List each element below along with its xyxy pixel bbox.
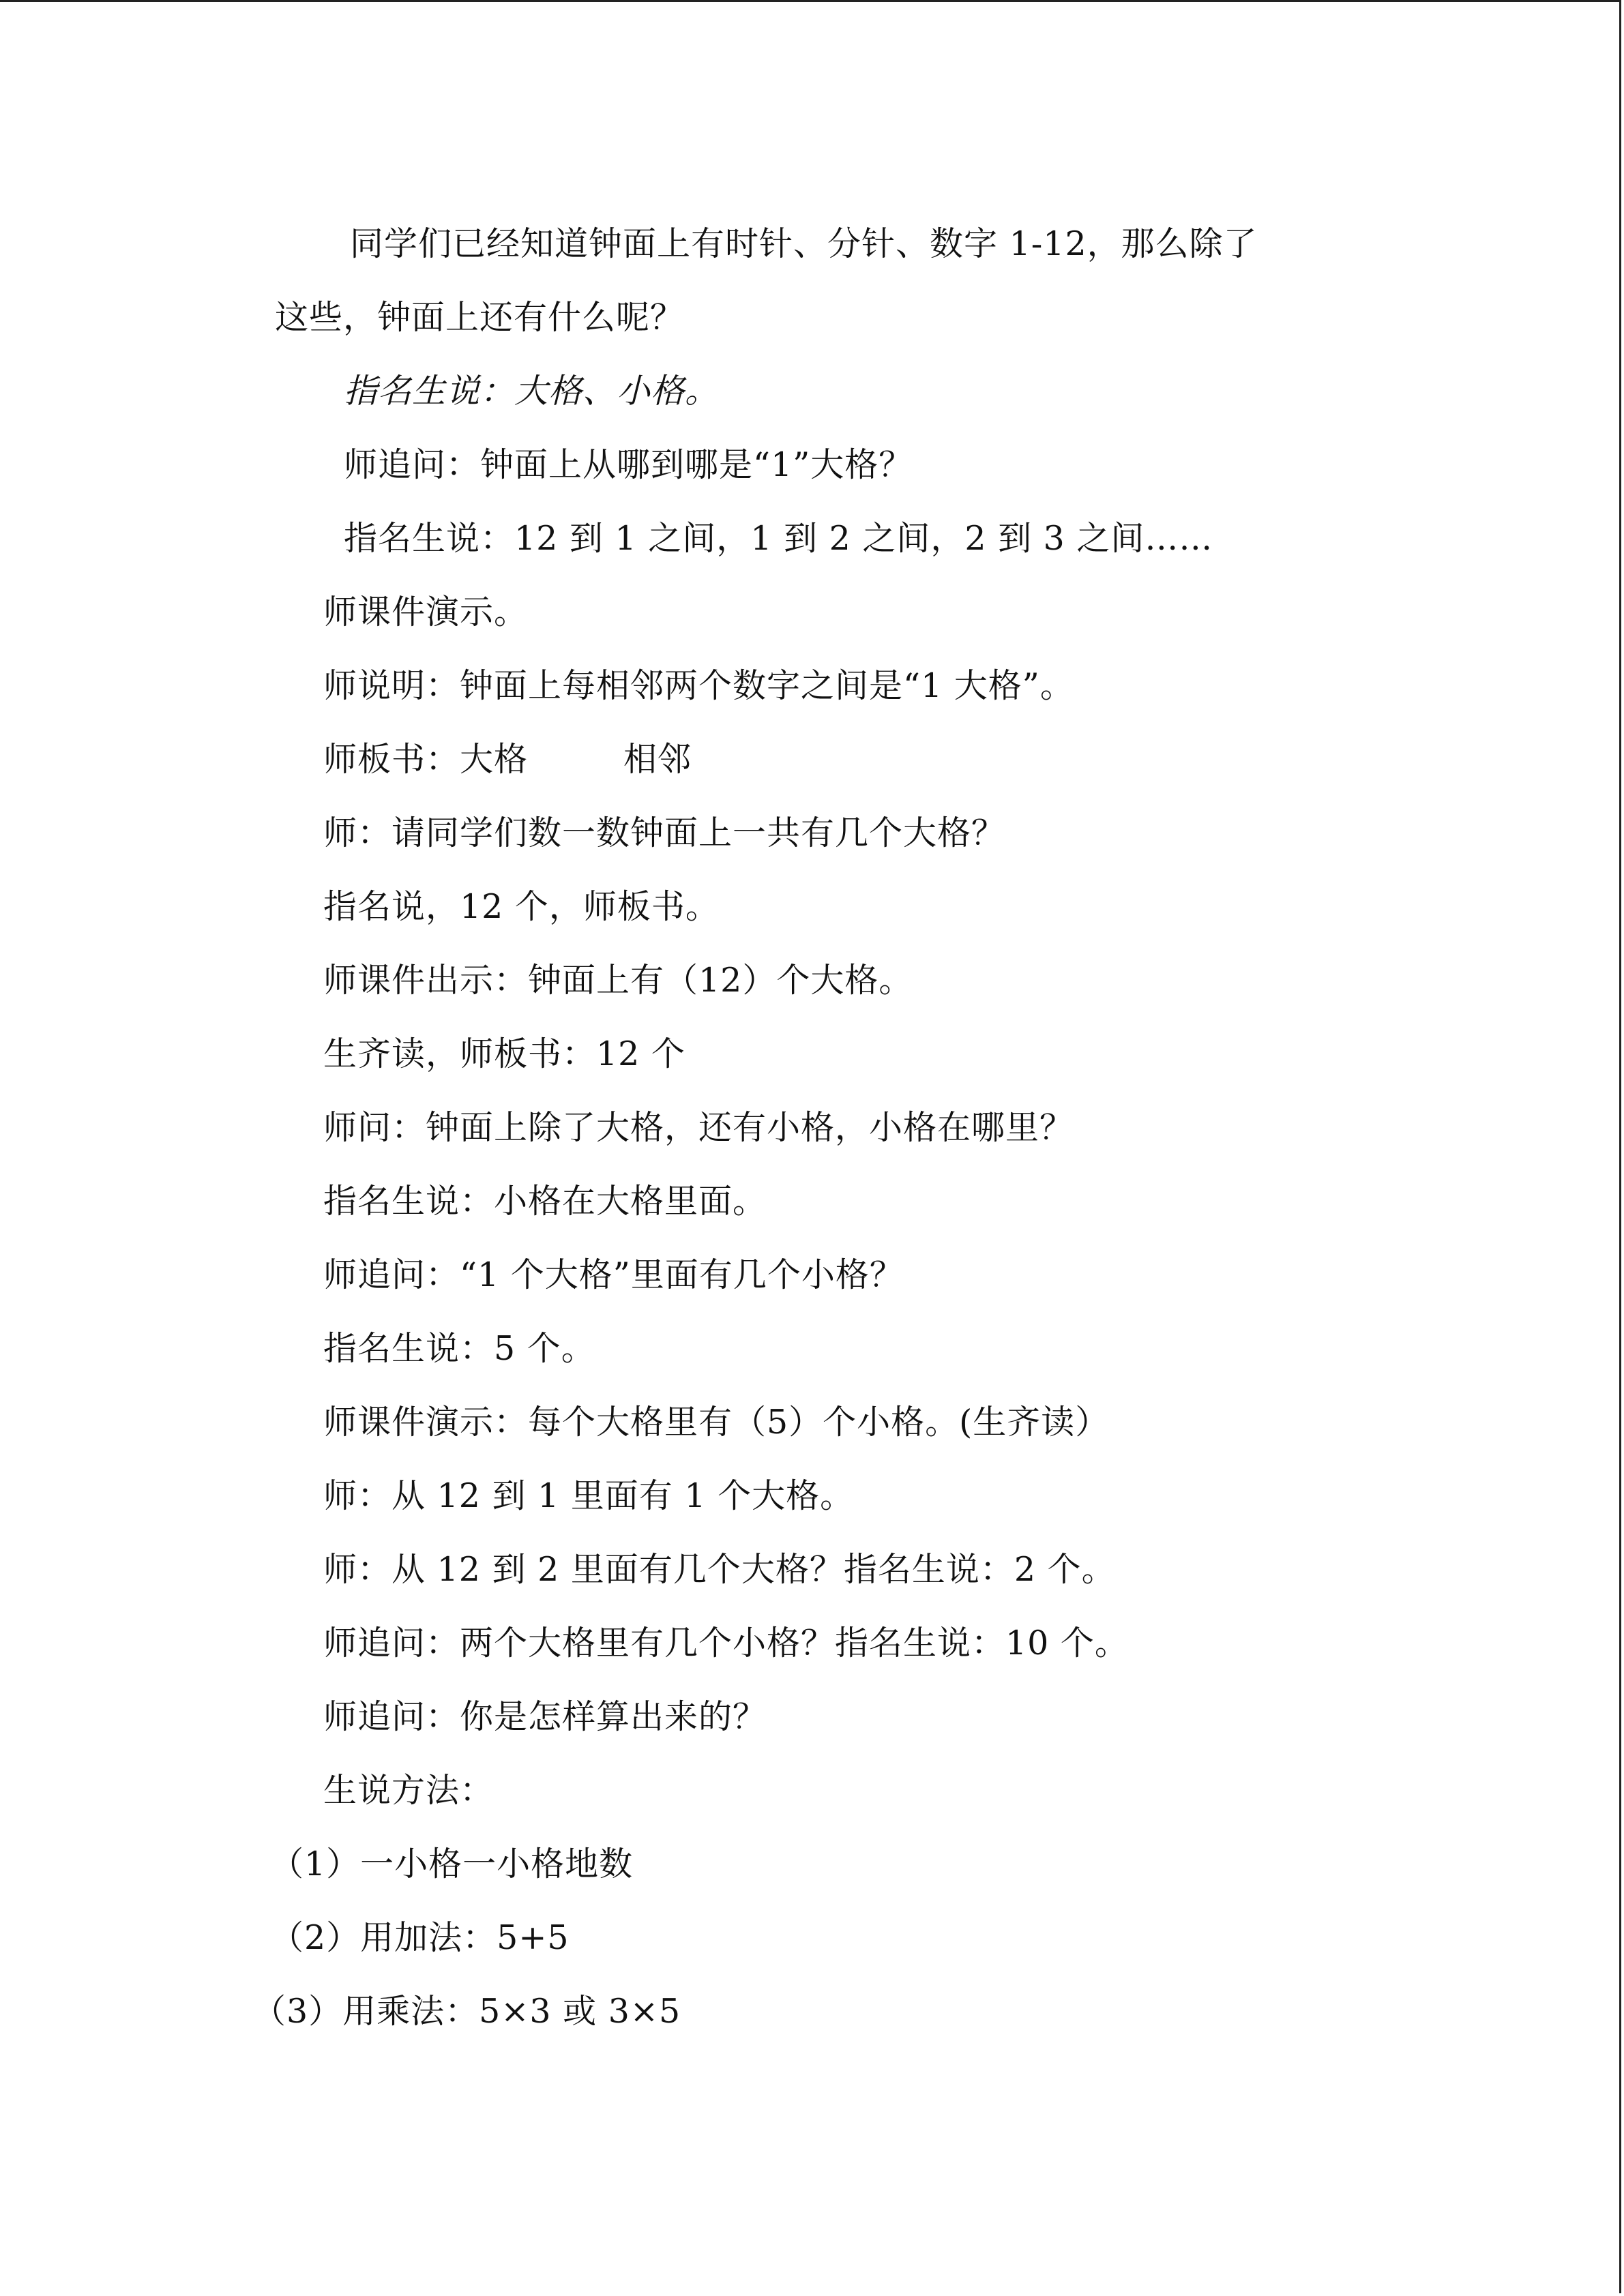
teacher-question-line: 师问：钟面上除了大格，还有小格，小格在哪里？	[323, 1108, 1074, 1147]
method-item-3: （3）用乘法：5×3 或 3×5	[252, 1992, 681, 2031]
student-methods-heading: 生说方法：	[323, 1771, 494, 1810]
teacher-slide-line: 师课件演示：每个大格里有（5）个小格。(生齐读）	[323, 1403, 1110, 1442]
teacher-action-line: 师课件演示。	[323, 593, 529, 631]
teacher-slide-line: 师课件出示：钟面上有（12）个大格。	[323, 961, 913, 1000]
board-text-big-grid: 师板书：大格	[323, 740, 529, 779]
method-item-1: （1）一小格一小格地数	[270, 1845, 634, 1883]
board-text-adjacent: 相邻	[623, 740, 692, 779]
method-item-2: （2）用加法：5+5	[270, 1918, 570, 1957]
teacher-question-line: 师追问：你是怎样算出来的？	[323, 1697, 767, 1736]
teacher-statement-line: 师：从 12 到 1 里面有 1 个大格。	[323, 1476, 855, 1515]
student-reading-line: 生齐读，师板书：12 个	[323, 1034, 685, 1073]
teacher-board-line	[323, 739, 692, 780]
intro-paragraph-line-2: 这些，钟面上还有什么呢？	[275, 298, 685, 337]
teacher-question-line: 师追问：两个大格里有几个小格？指名生说：10 个。	[323, 1624, 1129, 1663]
student-answer-line: 指名生说：12 到 1 之间，1 到 2 之间，2 到 3 之间……	[344, 519, 1213, 558]
student-answer-line: 指名生说：大格、小格。	[344, 372, 720, 411]
student-answer-line: 指名生说：5 个。	[323, 1329, 595, 1368]
teacher-question-line: 师追问：“1 个大格”里面有几个小格？	[323, 1255, 904, 1294]
teacher-question-line: 师：请同学们数一数钟面上一共有几个大格？	[323, 814, 1006, 852]
teacher-explanation-line: 师说明：钟面上每相邻两个数字之间是“1 大格”。	[323, 666, 1074, 705]
teacher-question-line: 师追问：钟面上从哪到哪是“1”大格？	[344, 445, 913, 484]
student-answer-line: 指名说，12 个，师板书。	[323, 887, 720, 926]
teacher-question-line: 师：从 12 到 2 里面有几个大格？指名生说：2 个。	[323, 1550, 1116, 1589]
student-answer-line: 指名生说：小格在大格里面。	[323, 1182, 767, 1221]
intro-paragraph-line-1: 同学们已经知道钟面上有时针、分针、数字 1-12，那么除了	[350, 224, 1258, 263]
